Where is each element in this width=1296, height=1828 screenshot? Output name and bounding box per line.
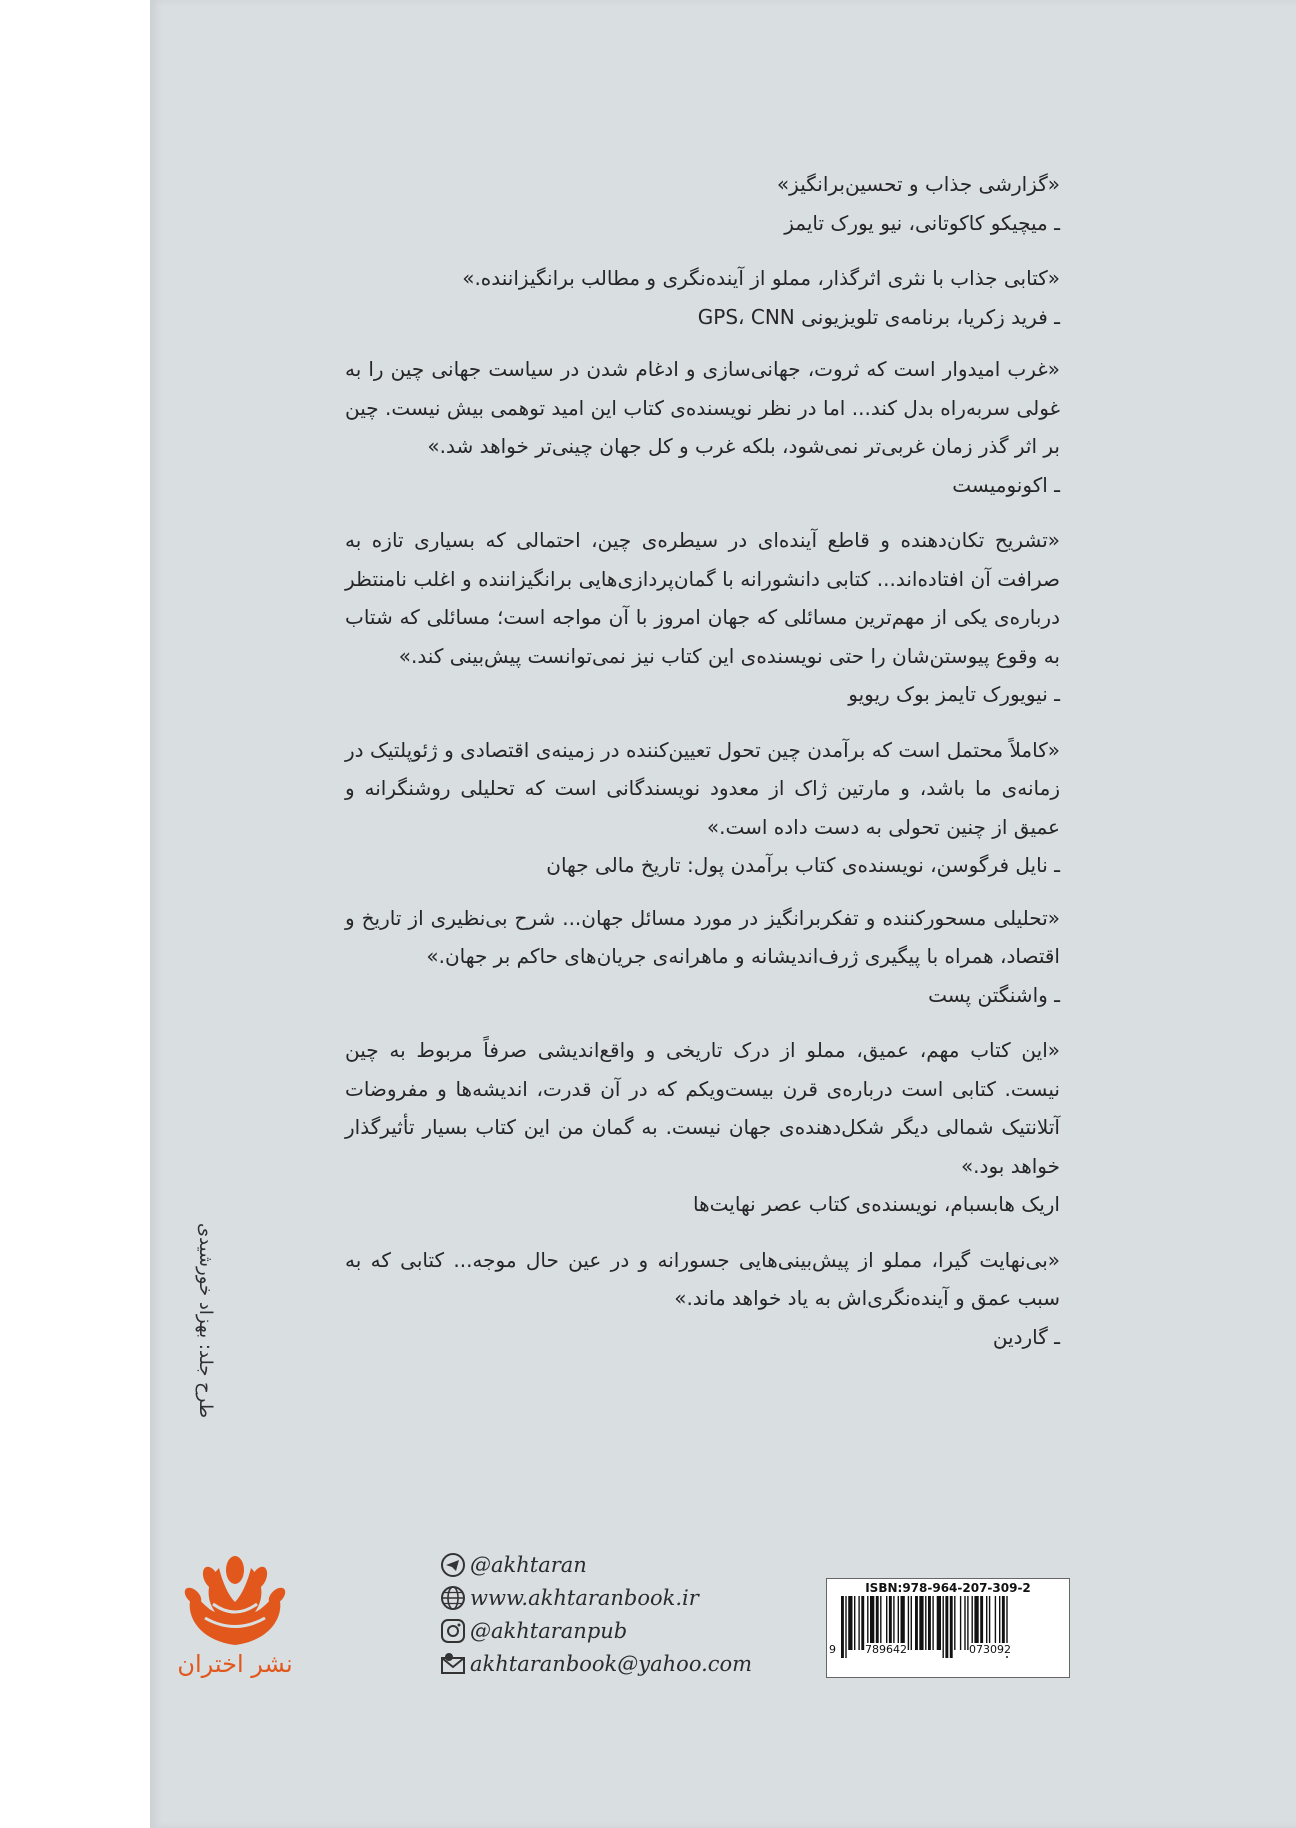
barcode-bar [928, 1596, 931, 1650]
designer-credit-text: طرح جلد: بهزاد خورشیدی [195, 1222, 217, 1418]
telegram-icon [440, 1552, 466, 1578]
review-attribution: ـ نایل فرگوسن، نویسنده‌ی کتاب برآمدن پول: تاریخ مالی جهان [546, 853, 1060, 877]
contact-telegram[interactable] [440, 1548, 800, 1581]
contact-email-text: akhtaranbook@yahoo.com [470, 1651, 753, 1676]
contact-telegram-text: @akhtaran [470, 1552, 587, 1577]
isbn-barcode [826, 1578, 1070, 1678]
review-quote: «تشریح تکان‌دهنده و قاطع آینده‌ای در سیطره‌ی چین، احتمالی که بسیاری تازه به صرافت آن افتاده‌اند... کتابی دانشورانه با گمان‌پردازی‌هایی برانگیزاننده و اغلب نامنتظر درباره‌ی یکی از مهم‌ترین مسائلی که جهان امروز با آن مواجه است؛ مسائلی که شتاب به وقوع پیوستن‌شان را حتی نویسنده‌ی این کتاب نیز نمی‌توانست پیش‌بینی کند.» [345, 528, 1060, 668]
contact-email[interactable] [440, 1647, 800, 1680]
barcode-bar [925, 1596, 926, 1650]
review-attribution: ـ میچیکو کاکوتانی، نیو یورک تایمز [784, 210, 1060, 235]
globe-icon [440, 1585, 466, 1611]
barcode-bar [886, 1596, 887, 1650]
contact-website-text: www.akhtaranbook.ir [470, 1585, 699, 1610]
barcode-bar [999, 1596, 1000, 1650]
barcode-bar [861, 1596, 864, 1650]
barcode-bar [841, 1596, 844, 1658]
barcode-bar [932, 1596, 933, 1650]
barcode-bar [898, 1596, 899, 1650]
contact-instagram-text: @akhtaranpub [470, 1618, 628, 1643]
review-quote: «گزارشی جذاب و تحسین‌برانگیز» [776, 172, 1060, 196]
publisher-name: نشر اختران [177, 1650, 293, 1678]
barcode-bar [937, 1596, 941, 1650]
reviews-block [345, 165, 1060, 1373]
barcode-bar [854, 1596, 855, 1650]
barcode-bar [950, 1596, 953, 1658]
barcode-bar [848, 1596, 852, 1650]
review-quote: «کاملاً محتمل است که برآمدن چین تحول تعیین‌کننده در زمینه‌ی اقتصادی و ژئوپلتیک در زمانه‌ی ما باشد، و مارتین ژاک از معدود نویسندگانی است که تحلیلی روشنگرانه و عمیق از چنین تحولی به دست داده است.» [345, 737, 1060, 839]
barcode-bar [870, 1596, 874, 1650]
barcode-bar [880, 1596, 881, 1650]
barcode-bar [915, 1596, 918, 1650]
isbn-label: ISBN:978-964-207-309-2 [865, 1581, 1031, 1595]
instagram-icon [440, 1618, 466, 1644]
barcode-bar [989, 1596, 990, 1650]
barcode-bar [986, 1596, 987, 1650]
barcode-bar [901, 1596, 905, 1650]
barcode-bar [974, 1596, 978, 1650]
barcode-bar [967, 1596, 968, 1650]
barcode-digits-right: 073092 [969, 1643, 1011, 1656]
barcode-bar [845, 1596, 846, 1658]
barcode-bar [893, 1596, 894, 1650]
review-quote: «غرب امیدوار است که ثروت، جهانی‌سازی و ادغام شدن در سیاست جهانی چین را به غولی سربه‌راه بدل کند... اما در نظر نویسنده‌ی کتاب این امید توهمی بیش نیست. چین بر اثر گذر زمان غربی‌تر نمی‌شود، بلکه غرب و کل جهان چینی‌تر خواهد شد.» [345, 357, 1060, 458]
email-icon [440, 1651, 466, 1677]
barcode-bar [858, 1596, 859, 1650]
barcode-bar [954, 1596, 955, 1650]
barcode-bar [964, 1596, 965, 1650]
barcode-bar [980, 1596, 983, 1650]
contact-website[interactable] [440, 1581, 800, 1614]
barcode-bar [919, 1596, 923, 1650]
barcode-bar [911, 1596, 912, 1650]
review-attribution: ـ نیویورک تایمز بوک ریویو [848, 682, 1060, 706]
review-attribution: ـ اکونومیست [952, 472, 1060, 497]
review-attribution: ـ واشنگتن پست [928, 982, 1060, 1007]
barcode-bar [972, 1596, 973, 1650]
review-attribution: ـ فرید زکریا، برنامه‌ی تلویزیونی GPS، CNN [697, 304, 1060, 329]
barcode-bar [945, 1596, 948, 1658]
review-attribution: ـ گاردین [992, 1324, 1060, 1349]
barcode-bar [1002, 1596, 1005, 1650]
review-quote: «کتابی جذاب با نثری اثرگذار، مملو از آینده‌نگری و مطالب برانگیزاننده.» [462, 266, 1060, 290]
review-quote: «این کتاب مهم، عمیق، مملو از درک تاریخی و واقع‌اندیشی صرفاً مربوط به چین نیست. کتابی است درباره‌ی قرن بیست‌ویکم که در آن قدرت، اندیشه‌ها و مفروضات آتلانتیک شمالی دیگر شکل‌دهنده‌ی جهان نیست. به گمان من این کتاب بسیار تأثیرگذار خواهد بود.» [345, 1038, 1060, 1178]
barcode-bar [995, 1596, 996, 1650]
cover-designer-credit [186, 1205, 226, 1435]
contact-instagram[interactable] [440, 1614, 800, 1647]
barcode-bar [943, 1596, 944, 1658]
barcode-bar [867, 1596, 868, 1650]
barcode-digits-left: 789642 [865, 1643, 907, 1656]
barcode-bar [876, 1596, 879, 1650]
barcode-bar [889, 1596, 892, 1650]
review-quote: «بی‌نهایت گیرا، مملو از پیش‌بینی‌هایی جسورانه و در عین حال موجه... کتابی که به سبب عمق و آینده‌نگری‌اش به یاد خواهد ماند.» [345, 1247, 1060, 1310]
contact-list [440, 1548, 800, 1680]
barcode-bar [960, 1596, 961, 1650]
review-attribution: اریک هابسبام، نویسنده‌ی کتاب عصر نهایت‌ها [693, 1192, 1060, 1216]
barcode-digit-first: 9 [829, 1643, 836, 1656]
barcode-bar [908, 1596, 909, 1650]
review-quote: «تحلیلی مسحورکننده و تفکربرانگیز در مورد مسائل جهان... شرح بی‌نظیری از تاریخ و اقتصاد، همراه با پیگیری ژرف‌اندیشانه و ماهرانه‌ی جریان‌های حاکم بر جهان.» [345, 905, 1060, 968]
